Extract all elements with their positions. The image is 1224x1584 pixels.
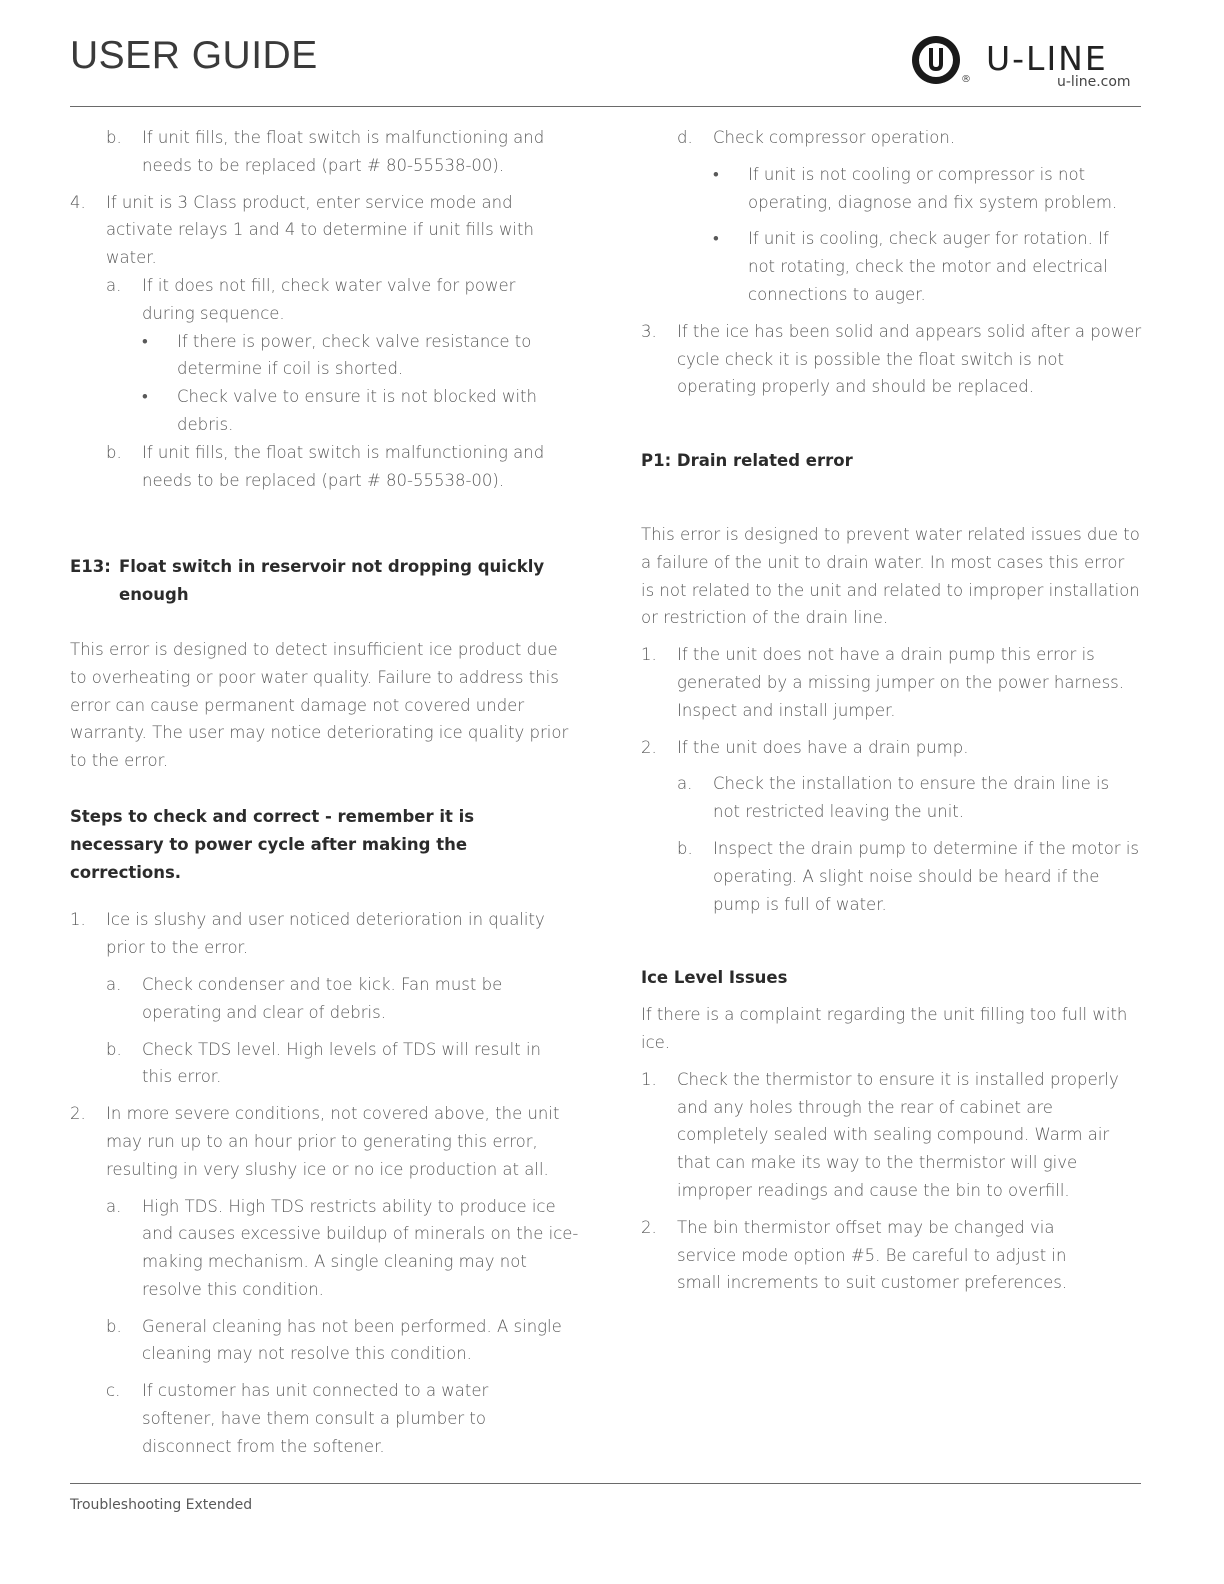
right-column (641, 124, 1151, 1297)
list-item: b. If unit fills, the float switch is malfunctioning and needs to be replaced (part # 80-55538-00). (106, 128, 545, 175)
list-item: b. Check TDS level. High levels of TDS will result in this error. (106, 1039, 542, 1087)
list-item: 1. Check the thermistor to ensure it is installed properly and any holes through the rear of cabinet are completely sealed with sealing compound. Warm air that can make its way to the thermistor will give improper readings and cause the bin to overfill. (641, 1069, 1119, 1200)
paragraph: If there is a complaint regarding the unit filling too full with ice. (641, 1005, 1128, 1052)
bullet-icon: • (713, 164, 719, 184)
section-heading-p1: P1: Drain related error (641, 451, 853, 471)
list-item: 4. If unit is 3 Class product, enter service mode and activate relays 1 and 4 to determine if unit fills with water. (70, 192, 534, 268)
list-item: b. Inspect the drain pump to determine if the motor is operating. A slight noise should be heard if the pump is full of water. (677, 838, 1139, 914)
u-line-logo-icon (910, 34, 966, 90)
registered-mark: ® (961, 74, 971, 85)
brand-name: U-LINE (986, 39, 1108, 78)
bullet-item: • If unit is not cooling or compressor is not operating, diagnose and fix system problem. (641, 161, 1128, 217)
section-heading-e13: E13: Float switch in reservoir not dropping quickly enough (70, 557, 545, 605)
bullet-item: • Check valve to ensure it is not blocked with debris. (70, 383, 557, 439)
bullet-item: • If unit is cooling, check auger for rotation. If not rotating, check the motor and electrical connections to auger. (641, 225, 1133, 308)
list-item: a. High TDS. High TDS restricts ability to produce ice and causes excessive buildup of minerals on the ice-making mechanism. A single cleaning may not resolve this condition. (106, 1196, 579, 1299)
list-item: 3. If the ice has been solid and appears solid after a power cycle check it is possible the float switch is not operating properly and should be replaced. (641, 321, 1142, 397)
header-rule (70, 106, 1141, 107)
list-item: a. Check the installation to ensure the drain line is not restricted leaving the unit. (677, 774, 1110, 822)
list-item: a. Check condenser and toe kick. Fan must be operating and clear of debris. (106, 974, 503, 1022)
bullet-icon: • (142, 387, 148, 407)
page-title: USER GUIDE (70, 34, 318, 77)
list-item: c. If customer has unit connected to a water softener, have them consult a plumber to disconnect from the softener. (106, 1381, 489, 1456)
brand-logo (910, 34, 1142, 92)
list-item: 1. Ice is slushy and user noticed deterioration in quality prior to the error. (70, 910, 545, 958)
left-column (70, 124, 580, 1461)
footer-text: Troubleshooting Extended (70, 1497, 253, 1513)
list-item: b. General cleaning has not been performed. A single cleaning may not resolve this condition. (106, 1316, 562, 1364)
section-heading-ice-level: Ice Level Issues (641, 968, 788, 988)
list-item: b. If unit fills, the float switch is malfunctioning and needs to be replaced (part # 80-55538-00). (106, 442, 545, 490)
paragraph: This error is designed to detect insufficient ice product due to overheating or poor water quality. Failure to address this error can cause permanent damage not covered under warranty. The user may notice deteriorating ice quality prior to the error. (70, 639, 569, 771)
list-item: d. Check compressor operation. (677, 128, 956, 147)
steps-heading: Steps to check and correct - remember it is necessary to power cycle after making the corrections. (70, 806, 475, 882)
list-item: a. If it does not fill, check water valve for power during sequence. (106, 275, 516, 323)
bullet-icon: • (713, 229, 719, 249)
list-item: 1. If the unit does not have a drain pump this error is generated by a missing jumper on the power harness. Inspect and install jumper. (641, 645, 1125, 720)
list-item: 2. The bin thermistor offset may be changed via service mode option #5. Be careful to adjust in small increments to suit customer preferences. (641, 1217, 1068, 1293)
bullet-icon: • (142, 331, 148, 351)
paragraph: This error is designed to prevent water related issues due to a failure of the unit to drain water. In most cases this error is not related to the unit and related to improper installation or restriction of the drain line. (641, 524, 1140, 628)
list-item: 2. In more severe conditions, not covered above, the unit may run up to an hour prior to generating this error, resulting in very slushy ice or no ice production at all. (70, 1104, 560, 1179)
footer-rule (70, 1483, 1141, 1484)
list-item: 2. If the unit does have a drain pump. (641, 737, 969, 757)
bullet-item: • If there is power, check valve resistance to determine if coil is shorted. (70, 328, 552, 384)
brand-url: u-line.com (1057, 74, 1131, 90)
